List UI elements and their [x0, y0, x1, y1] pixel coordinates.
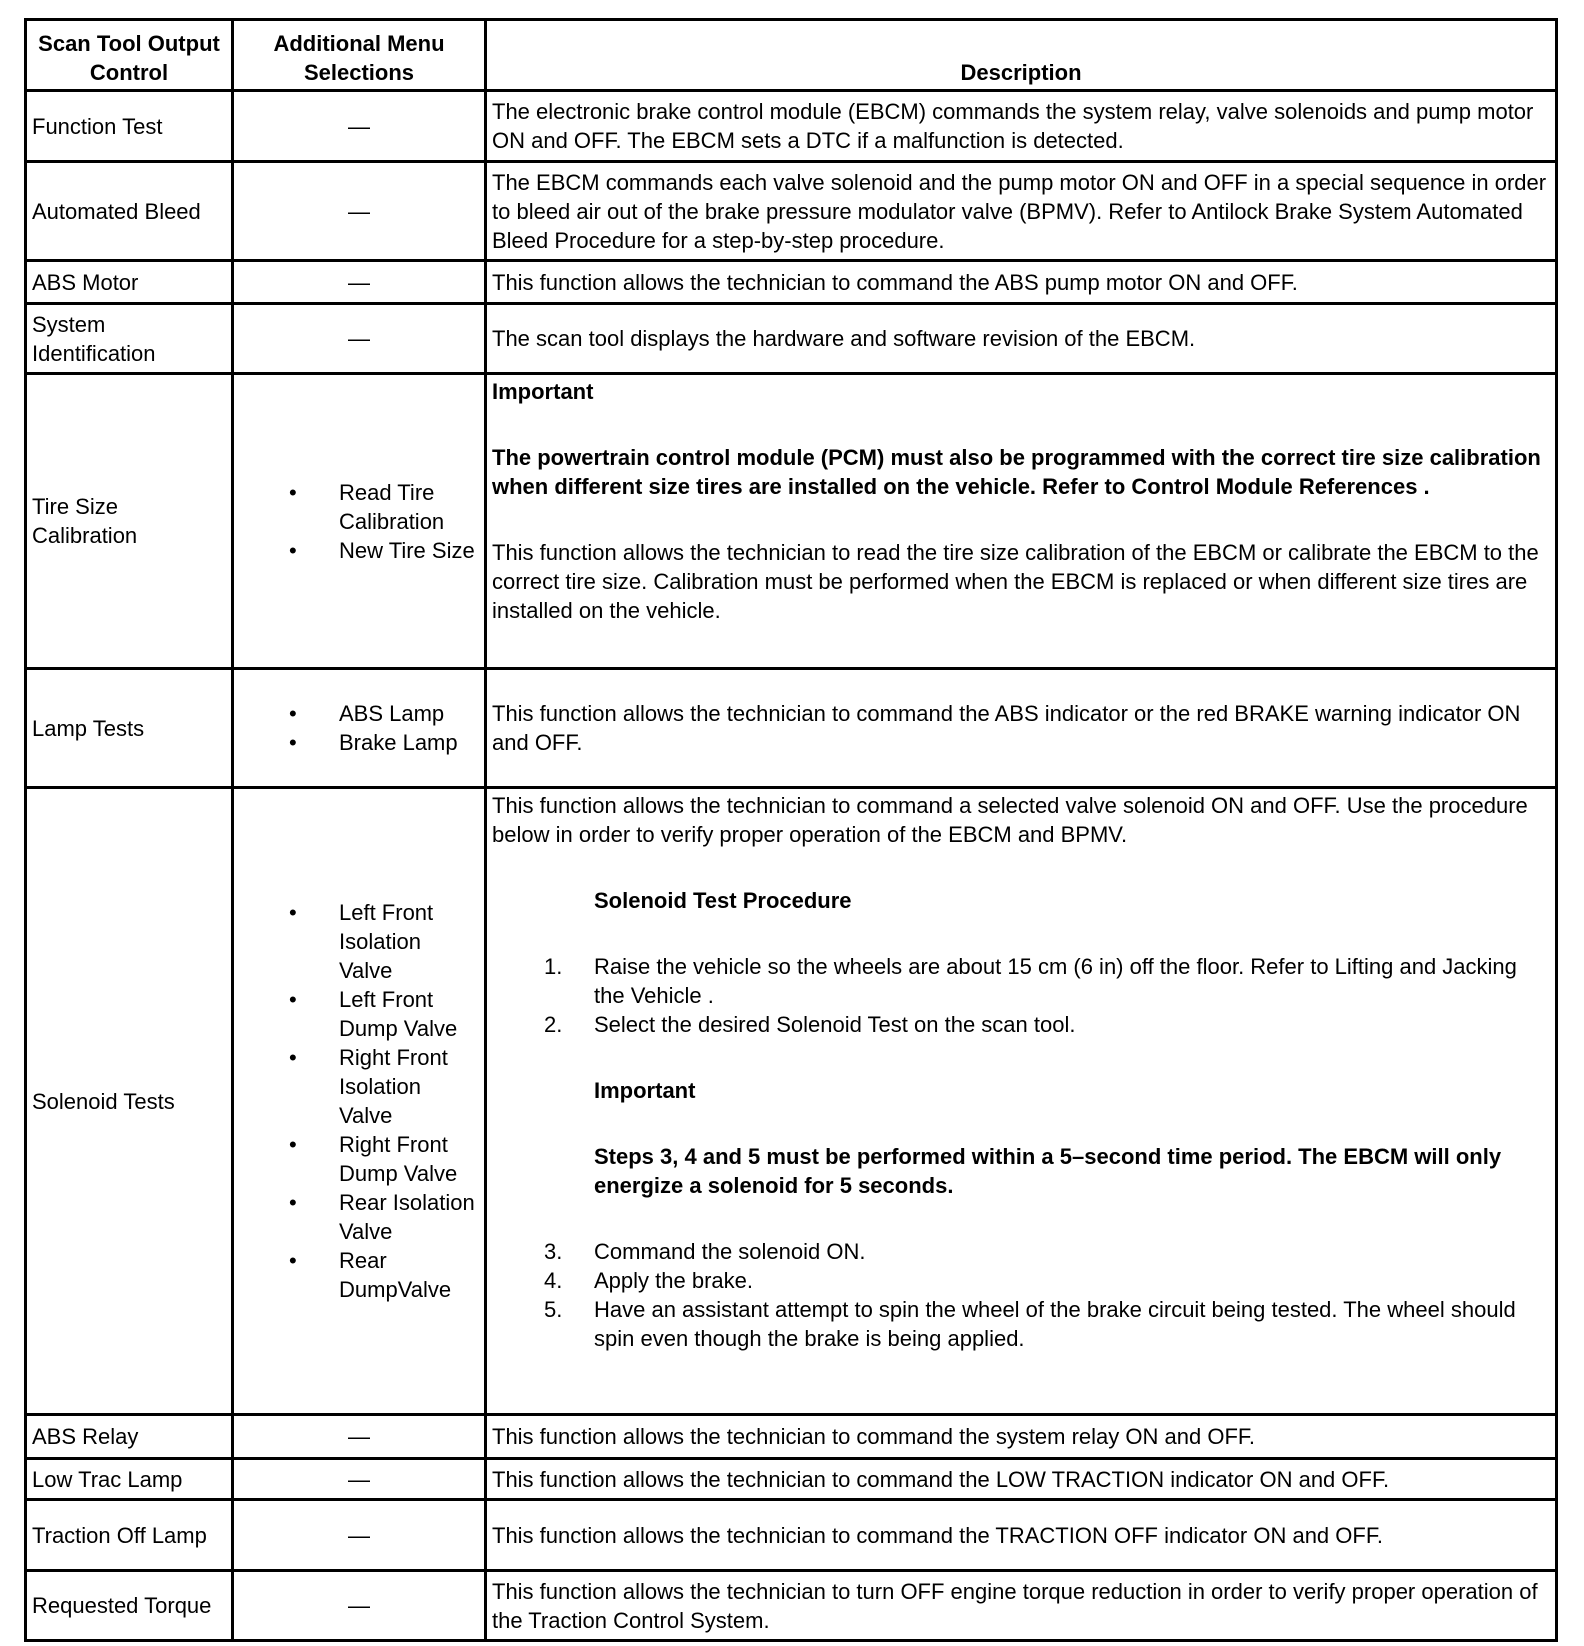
step-text: Have an assistant attempt to spin the wheel of the brake circuit being tested. The wheel should spin even though the brake is being applied.	[594, 1297, 1516, 1351]
table-row	[26, 669, 1557, 788]
row-name: Automated Bleed	[26, 162, 233, 261]
row-name: ABS Relay	[26, 1415, 233, 1459]
menu-item: • Left Front Isolation Valve	[239, 898, 479, 985]
menu-item: • Left Front Dump Valve	[239, 985, 479, 1043]
row-menu	[233, 669, 486, 788]
row-description	[486, 788, 1557, 1415]
row-menu	[233, 374, 486, 669]
step-number: 1.	[544, 954, 563, 979]
row-menu: —	[233, 1459, 486, 1500]
table-row	[26, 1571, 1557, 1641]
menu-item: • New Tire Size	[239, 536, 479, 565]
menu-item: • Rear DumpValve	[239, 1246, 479, 1304]
row-name: Function Test	[26, 91, 233, 162]
procedure-step	[492, 1010, 1550, 1039]
step-text: Raise the vehicle so the wheels are about 15 cm (6 in) off the floor. Refer to Lifting and Jacking the Vehicle .	[594, 954, 1517, 1008]
row-name: Low Trac Lamp	[26, 1459, 233, 1500]
row-menu: —	[233, 162, 486, 261]
row-description	[486, 374, 1557, 669]
step-text: Select the desired Solenoid Test on the scan tool.	[594, 1012, 1076, 1037]
procedure-step	[492, 1237, 1550, 1266]
step-number: 3.	[544, 1239, 563, 1264]
row-name: Requested Torque	[26, 1571, 233, 1641]
description-text: This function allows the technician to command a selected valve solenoid ON and OFF. Use the procedure below in order to verify proper operation of the EBCM and BPMV.	[492, 793, 1528, 847]
row-description: The EBCM commands each valve solenoid and the pump motor ON and OFF in a special sequence in order to bleed air out of the brake pressure modulator valve (BPMV). Refer to Antilock Brake System Automated Bleed Procedure for a step-by-step procedure.	[486, 162, 1557, 261]
row-name: System Identification	[26, 304, 233, 374]
menu-item: • Read Tire Calibration	[239, 478, 479, 536]
row-menu: —	[233, 261, 486, 304]
procedure-title: Solenoid Test Procedure	[594, 888, 852, 913]
scan-tool-output-table	[24, 18, 1558, 1642]
row-description: This function allows the technician to command the TRACTION OFF indicator ON and OFF.	[486, 1500, 1557, 1571]
row-menu: —	[233, 304, 486, 374]
table-row	[26, 91, 1557, 162]
menu-item: • ABS Lamp	[239, 699, 479, 728]
menu-item: • Brake Lamp	[239, 728, 479, 757]
row-description: This function allows the technician to command the LOW TRACTION indicator ON and OFF.	[486, 1459, 1557, 1500]
row-menu: —	[233, 1571, 486, 1641]
row-name: Traction Off Lamp	[26, 1500, 233, 1571]
step-text: Command the solenoid ON.	[594, 1239, 866, 1264]
important-text: The powertrain control module (PCM) must also be programmed with the correct tire size calibration when different size tires are installed on the vehicle. Refer to Control Module References .	[492, 445, 1541, 499]
row-name: Lamp Tests	[26, 669, 233, 788]
row-name: Solenoid Tests	[26, 788, 233, 1415]
row-menu	[233, 788, 486, 1415]
header-output-control: Scan Tool Output Control	[26, 20, 233, 91]
row-name: ABS Motor	[26, 261, 233, 304]
important-label: Important	[492, 379, 594, 404]
step-number: 4.	[544, 1268, 563, 1293]
menu-item: • Rear Isolation Valve	[239, 1188, 479, 1246]
important-label: Important	[594, 1078, 696, 1103]
table-row	[26, 261, 1557, 304]
menu-item: • Right Front Dump Valve	[239, 1130, 479, 1188]
row-name: Tire Size Calibration	[26, 374, 233, 669]
important-text: Steps 3, 4 and 5 must be performed within a 5–second time period. The EBCM will only energize a solenoid for 5 seconds.	[594, 1144, 1502, 1198]
table-row	[26, 1500, 1557, 1571]
table-row	[26, 1415, 1557, 1459]
row-description: This function allows the technician to turn OFF engine torque reduction in order to verify proper operation of the Traction Control System.	[486, 1571, 1557, 1641]
table-row	[26, 374, 1557, 669]
procedure-step	[492, 952, 1550, 1010]
description-text: This function allows the technician to read the tire size calibration of the EBCM or calibrate the EBCM to the correct tire size. Calibration must be performed when the EBCM is replaced or when different size tires are installed on the vehicle.	[492, 540, 1539, 623]
row-description: This function allows the technician to command the system relay ON and OFF.	[486, 1415, 1557, 1459]
header-menu-selections: Additional Menu Selections	[233, 20, 486, 91]
procedure-step	[492, 1295, 1550, 1353]
procedure-step	[492, 1266, 1550, 1295]
step-text: Apply the brake.	[594, 1268, 753, 1293]
row-menu: —	[233, 1415, 486, 1459]
row-menu: —	[233, 1500, 486, 1571]
menu-item: • Right Front Isolation Valve	[239, 1043, 479, 1130]
table-row	[26, 788, 1557, 1415]
table-row	[26, 304, 1557, 374]
row-description: This function allows the technician to command the ABS pump motor ON and OFF.	[486, 261, 1557, 304]
table-row	[26, 1459, 1557, 1500]
row-menu: —	[233, 91, 486, 162]
table-row	[26, 162, 1557, 261]
header-row	[26, 20, 1557, 91]
header-description: Description	[486, 20, 1557, 91]
row-description: This function allows the technician to command the ABS indicator or the red BRAKE warning indicator ON and OFF.	[486, 669, 1557, 788]
step-number: 2.	[544, 1012, 563, 1037]
step-number: 5.	[544, 1297, 563, 1322]
row-description: The scan tool displays the hardware and software revision of the EBCM.	[486, 304, 1557, 374]
row-description: The electronic brake control module (EBCM) commands the system relay, valve solenoids and pump motor ON and OFF. The EBCM sets a DTC if a malfunction is detected.	[486, 91, 1557, 162]
